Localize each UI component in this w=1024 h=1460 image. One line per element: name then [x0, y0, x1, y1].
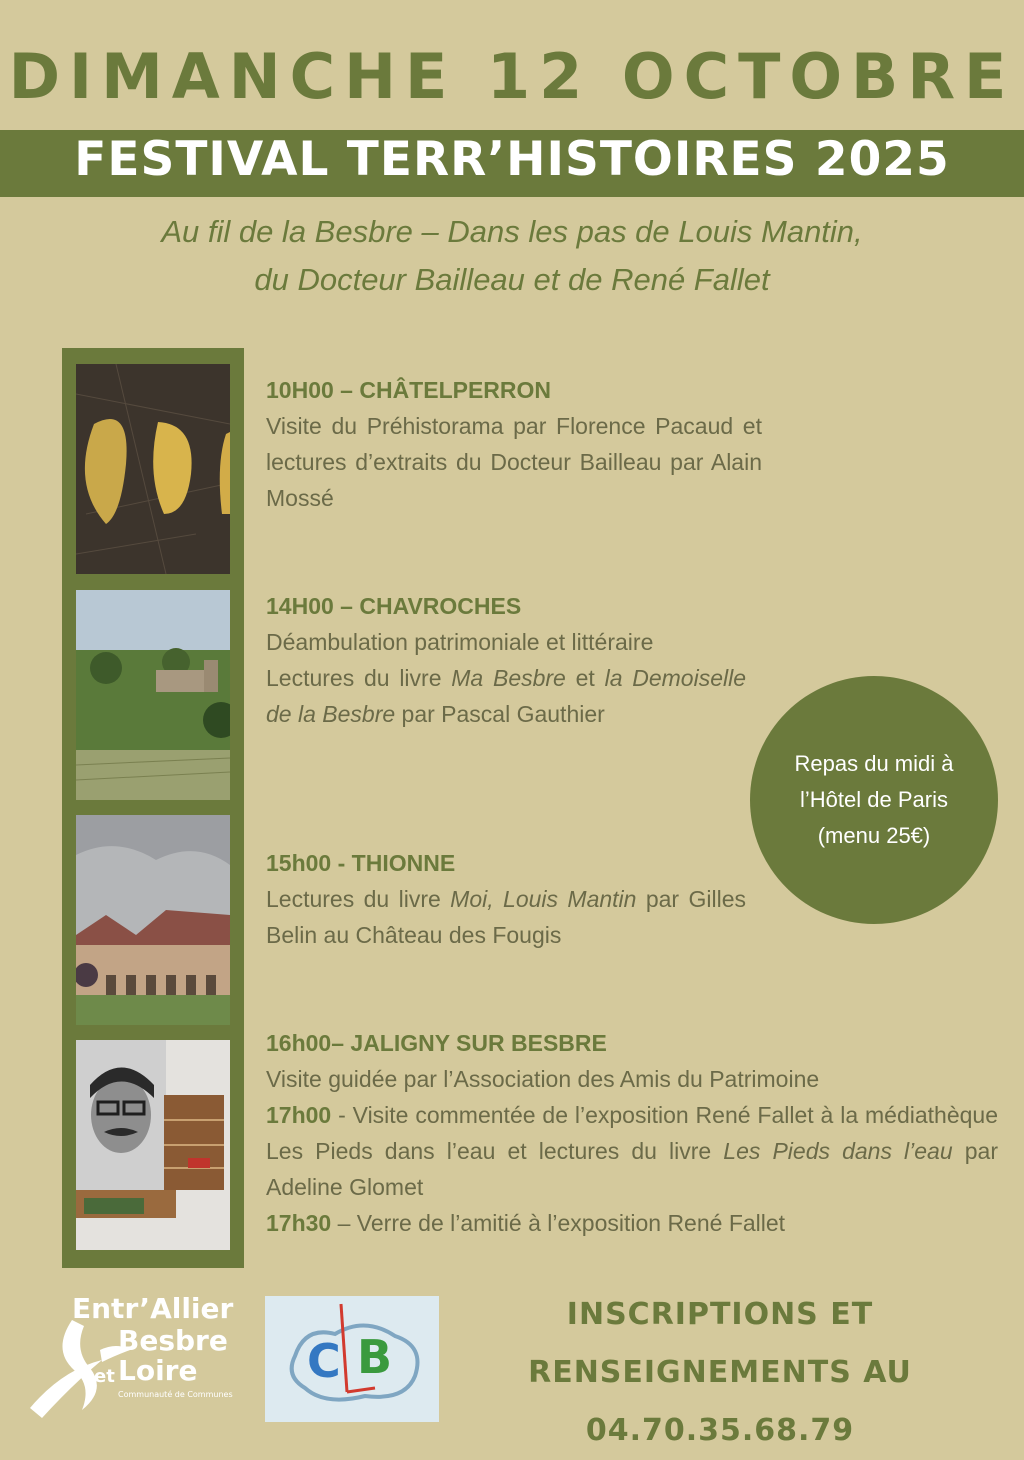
cb-logo — [265, 1296, 439, 1422]
text-segment: et — [565, 665, 605, 691]
map-outline-icon — [265, 1296, 439, 1422]
event-date: DIMANCHE 12 OCTOBRE — [8, 40, 1016, 113]
book-title: Les Pieds dans l’eau — [723, 1138, 953, 1164]
phone-number[interactable]: 04.70.35.68.79 — [585, 1413, 855, 1448]
event-line: Déambulation patrimoniale et littéraire — [266, 629, 654, 655]
book-title: Moi, Louis Mantin — [450, 886, 637, 912]
event-thionne — [266, 845, 746, 953]
cb-letter-b: B — [357, 1330, 393, 1384]
photo-flint-tools — [76, 364, 230, 574]
festival-subtitle — [60, 208, 964, 304]
community-logo — [22, 1290, 242, 1430]
event-chavroches — [266, 588, 746, 732]
event-heading: 14H00 – CHAVROCHES — [266, 593, 522, 619]
event-chatelperron — [266, 372, 762, 516]
community-name-line-2: Besbre — [118, 1324, 228, 1357]
text-segment: Lectures du livre — [266, 886, 451, 912]
community-name-line-3: Loire — [118, 1354, 198, 1387]
photo-chavroches — [76, 590, 230, 800]
subtitle-line-2: du Docteur Bailleau et de René Fallet — [254, 262, 770, 297]
event-heading: 16h00– JALIGNY SUR BESBRE — [266, 1030, 607, 1056]
contact-line-1: INSCRIPTIONS ET — [566, 1297, 874, 1332]
event-line: Visite guidée par l’Association des Amis du Patrimoine — [266, 1066, 820, 1092]
event-heading: 10H00 – CHÂTELPERRON — [266, 377, 552, 403]
subtitle-line-1: Au fil de la Besbre – Dans les pas de Louis Mantin, — [161, 214, 863, 249]
community-name-line-1: Entr’Allier — [72, 1292, 234, 1325]
event-description — [266, 660, 746, 732]
contact-line-2: RENSEIGNEMENTS AU — [528, 1355, 912, 1390]
text-segment: par Adeline Glomet — [266, 1138, 998, 1200]
event-time: 17h30 — [266, 1210, 332, 1236]
festival-title: FESTIVAL TERR’HISTOIRES 2025 — [74, 132, 950, 187]
community-subtitle: Communauté de Communes — [118, 1390, 233, 1399]
lunch-line-1: Repas du midi à — [794, 751, 954, 776]
lunch-text — [774, 746, 974, 854]
text-segment: – Verre de l’amitié à l’exposition René Fallet — [331, 1210, 786, 1236]
event-heading: 15h00 - THIONNE — [266, 850, 456, 876]
event-description — [266, 1097, 998, 1205]
text-segment: Lectures du livre — [266, 665, 452, 691]
event-line — [266, 1205, 998, 1241]
text-segment: par Pascal Gauthier — [395, 701, 605, 727]
photo-chateau-des-fougis — [76, 815, 230, 1025]
text-segment: - Visite commentée de l’exposition René Fallet à la médiathèque Les Pieds dans l’eau et lectures du livre — [266, 1102, 998, 1164]
book-title: la Demoiselle de la Besbre — [266, 665, 747, 727]
event-description: Visite du Préhistorama par Florence Pacaud et lectures d’extraits du Docteur Bailleau par Alain Mossé — [266, 413, 762, 511]
lunch-badge — [750, 676, 998, 924]
text-segment: par Gilles Belin au Château des Fougis — [266, 886, 747, 948]
contact-block — [500, 1286, 940, 1460]
book-title: Ma Besbre — [451, 665, 566, 691]
event-time: 17h00 — [266, 1102, 332, 1128]
event-jaligny — [266, 1025, 998, 1241]
community-name-et: et — [94, 1366, 115, 1387]
event-description — [266, 881, 746, 953]
lunch-line-2: l’Hôtel de Paris — [800, 787, 948, 812]
lunch-line-3: (menu 25€) — [817, 823, 931, 848]
photo-rene-fallet-exhibit — [76, 1040, 230, 1250]
cb-letter-c: C — [307, 1334, 341, 1388]
